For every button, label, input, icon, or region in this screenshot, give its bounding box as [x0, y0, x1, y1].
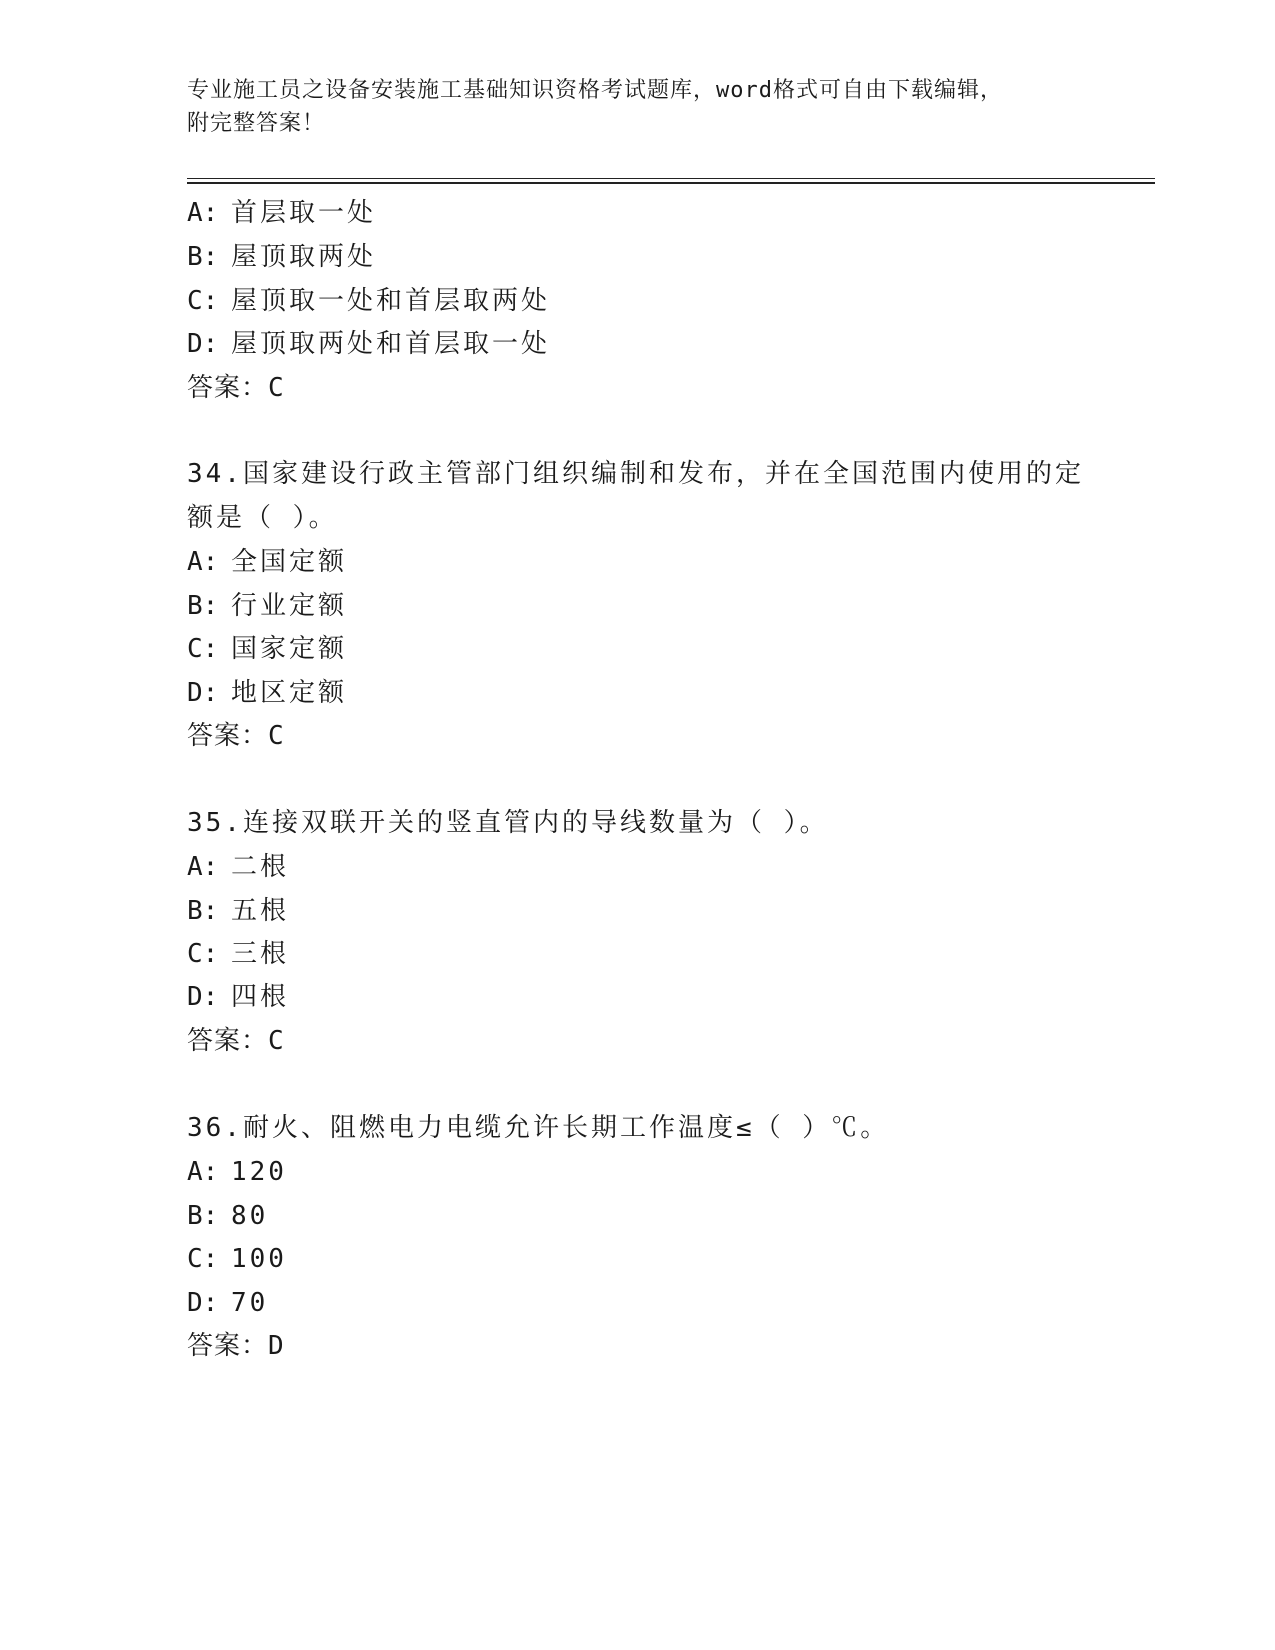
option-key: C: — [187, 286, 219, 316]
document-header — [187, 74, 1087, 140]
q36-answer: 答案：D — [187, 1331, 285, 1361]
option-key: B: — [187, 1201, 219, 1231]
q36-stem: 36.耐火、阻燃电力电缆允许长期工作温度≤（ ）℃。 — [187, 1113, 890, 1143]
q34-stem-line-1: 34.国家建设行政主管部门组织编制和发布，并在全国范围内使用的定 — [187, 459, 1084, 489]
option-key: C: — [187, 939, 219, 969]
option-text: 100 — [231, 1244, 287, 1274]
option-text: 五根 — [231, 896, 290, 926]
q35-answer: 答案：C — [187, 1026, 285, 1056]
option-text: 地区定额 — [231, 678, 348, 708]
q33-answer: 答案：C — [187, 373, 285, 403]
q36-option-a — [187, 1156, 287, 1188]
option-text: 70 — [231, 1288, 269, 1318]
option-text: 120 — [231, 1157, 287, 1187]
q35-stem: 35.连接双联开关的竖直管内的导线数量为（ ）。 — [187, 808, 829, 838]
q35-option-d — [187, 981, 289, 1013]
option-text: 屋顶取两处和首层取一处 — [231, 329, 551, 359]
option-key: B: — [187, 242, 219, 272]
q34-stem-line-2: 额是（ ）。 — [187, 503, 338, 533]
option-key: A: — [187, 1157, 219, 1187]
q35-option-c — [187, 938, 289, 970]
option-key: A: — [187, 198, 219, 228]
option-key: D: — [187, 678, 219, 708]
option-key: D: — [187, 1288, 219, 1318]
q34-option-c — [187, 633, 347, 665]
option-text: 国家定额 — [231, 634, 348, 664]
q34-answer: 答案：C — [187, 721, 285, 751]
q33-option-d — [187, 328, 550, 360]
q35-option-a — [187, 851, 289, 883]
q34-option-b — [187, 590, 347, 622]
option-text: 80 — [231, 1201, 269, 1231]
q34-option-a — [187, 546, 347, 578]
option-key: D: — [187, 329, 219, 359]
q36-option-b — [187, 1200, 268, 1232]
header-line-2: 附完整答案！ — [187, 111, 326, 136]
q33-option-b — [187, 241, 376, 273]
option-text: 行业定额 — [231, 591, 348, 621]
option-key: C: — [187, 1244, 219, 1274]
option-text: 屋顶取一处和首层取两处 — [231, 286, 551, 316]
option-key: C: — [187, 634, 219, 664]
option-key: B: — [187, 896, 219, 926]
option-key: D: — [187, 982, 219, 1012]
option-text: 二根 — [231, 852, 290, 882]
option-key: A: — [187, 852, 219, 882]
q34-option-d — [187, 677, 347, 709]
option-key: A: — [187, 547, 219, 577]
option-text: 全国定额 — [231, 547, 348, 577]
header-divider-thin — [187, 178, 1155, 179]
q33-option-a — [187, 197, 376, 229]
option-text: 首层取一处 — [231, 198, 377, 228]
option-text: 三根 — [231, 939, 290, 969]
q35-option-b — [187, 895, 289, 927]
option-text: 屋顶取两处 — [231, 242, 377, 272]
header-divider-thick — [187, 182, 1155, 184]
q33-option-c — [187, 285, 550, 317]
q36-option-d — [187, 1287, 268, 1319]
option-key: B: — [187, 591, 219, 621]
q36-option-c — [187, 1243, 287, 1275]
header-line-1: 专业施工员之设备安装施工基础知识资格考试题库，word格式可自由下载编辑， — [187, 78, 1003, 103]
option-text: 四根 — [231, 982, 290, 1012]
